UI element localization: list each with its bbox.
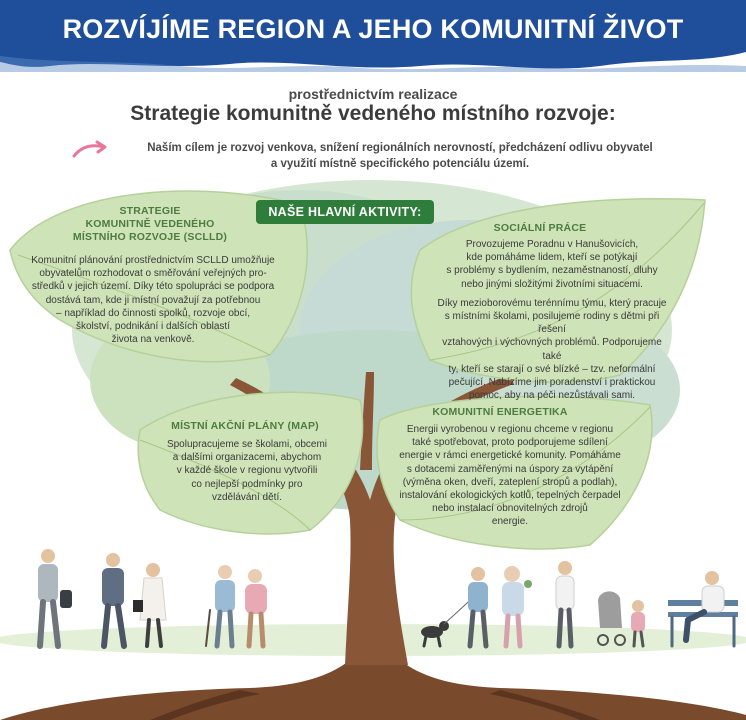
body-line: života na venkově. [111,334,195,346]
goal-line: a využití místně specifického potenciálu území. [270,158,530,170]
social-work-heading: SOCIÁLNÍ PRÁCE [493,222,587,234]
body-line: obyvatelům rozhodovat o směřování veřejných pro- [39,268,267,280]
sclld-body [18,254,288,346]
body-line: Energii vyrobenou v regionu chceme v regionu [406,424,614,435]
intro-subtitle: prostřednictvím realizace [288,86,458,102]
body-line: nebo instalací obnovitelných zdrojů [432,503,588,515]
body-line: co nejlepší podmínky pro [191,478,303,490]
tree-roots [0,660,746,720]
map-heading: MÍSTNÍ AKČNÍ PLÁNY (MAP) [171,420,319,432]
body-line: pečující. Nabízíme jim poradenství i praktickou [448,377,656,389]
body-line: ty, kteří se starají o své blízké – tzv. neformální [448,363,656,375]
body-line: vztahových i výchovných problémů. Podporujeme také [442,337,662,362]
body-line: instalování ekologických kotlů, tepelných čerpadel [399,490,621,502]
heading-line: STRATEGIE [119,205,181,217]
body-line: a dalšími organizacemi, abychom [172,452,322,464]
body-line: s místními školami, posilujeme rodiny s dětmi při řešení [444,311,660,336]
strategy-title: Strategie komunitně vedeného místního rozvoje: [130,102,616,125]
body-line: energie. [491,516,529,528]
body-line: Komunitní plánování prostřednictvím SCLLD umožňuje [31,255,275,266]
body-line: dostává tam, kde ji místní považují za potřebnou [45,294,261,306]
sclld-heading [30,205,270,245]
page-title: ROZVÍJÍME REGION A JEHO KOMUNITNÍ ŽIVOT [62,14,684,44]
goal-line: Naším cílem je rozvoj venkova, snížení regionálních nerovností, předcházení odlivu obyvatel [147,142,653,154]
main-activities-badge: NAŠE HLAVNÍ AKTIVITY: [256,200,434,224]
heading-line: MÍSTNÍHO ROZVOJE (SCLLD) [72,231,228,244]
body-line: energie v rámci energetické komunity. Pomáháme [399,450,621,462]
body-line: vzdělávání dětí. [211,491,283,503]
body-line: s dotacemi zaměřenými na úspory za vytápění [406,463,614,475]
body-line: s problémy s bydlením, nezaměstnaností, dluhy [446,265,658,277]
body-line: kde pomáháme lidem, kteří se potýkají [466,252,638,264]
body-line: středků v jejich území. Díky této spolupráci se podpora [31,281,275,293]
body-line: nebo jinými složitými životními situacemi. [461,278,643,290]
body-line: také spotřebovat, proto podporujeme sdílení [412,437,608,449]
body-line: (výměna oken, dveří, zateplení stropů a podlah), [402,476,618,488]
body-line: pomoc, aby na péči nezůstávali sami. [468,390,636,402]
body-line: školství, podnikání i dalších oblastí [76,321,230,333]
energy-body [380,423,640,529]
body-line: Díky mezioborovému terénnímu týmu, který pracuje [437,297,667,309]
body-line: Provozujeme Poradnu v Hanušovicích, [465,239,639,250]
body-line: Spolupracujeme se školami, obcemi [166,439,328,450]
map-body [147,438,347,504]
energy-heading: KOMUNITNÍ ENERGETIKA [432,406,568,418]
heading-line: KOMUNITNĚ VEDENÉHO [85,218,215,231]
body-line: – například do činnosti spolků, rozvoje obcí, [56,307,250,319]
social-work-body [432,238,672,402]
body-line: v každé škole v regionu vytvořili [176,465,318,477]
